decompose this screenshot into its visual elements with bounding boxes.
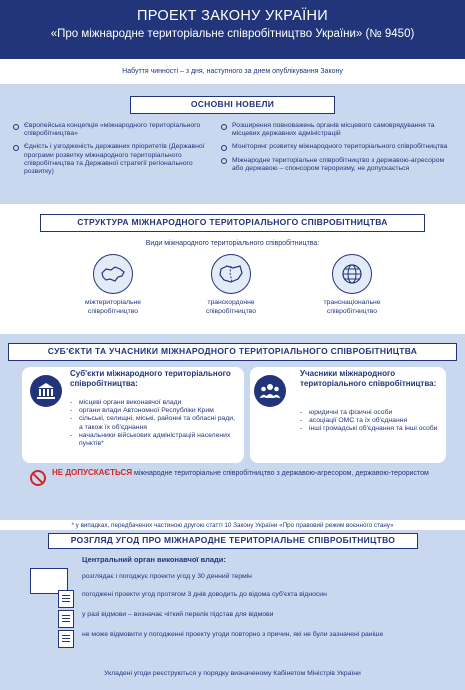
prohibited-icon: [30, 470, 46, 486]
participants-list: [300, 409, 440, 434]
list-item: - юридичні та фізичні особи: [300, 409, 440, 417]
subjects-card: [22, 367, 244, 463]
section-title-subjects: СУБ'ЄКТИ ТА УЧАСНИКИ МІЖНАРОДНОГО ТЕРИТОРІАЛЬНОГО СПІВРОБІТНИЦТВА: [8, 343, 457, 361]
type-crossborder: [176, 254, 286, 316]
participants-card: [250, 367, 446, 463]
agreements-section: [0, 530, 465, 690]
structure-section: [0, 204, 465, 334]
novelties-right-list: [220, 122, 450, 178]
subjects-title: Суб'єкти міжнародного територіального співробітництва:: [70, 369, 231, 388]
type-interterritorial: [58, 254, 168, 316]
agreement-rule-row: [30, 610, 430, 628]
list-item: Моніторинг розвитку міжнародного територіального співробітництва: [220, 143, 450, 151]
document-icon: [58, 630, 74, 648]
agreement-rule-row: [30, 630, 430, 648]
government-building-icon: [30, 375, 62, 407]
document-icon: [58, 590, 74, 608]
rule-text: не може відмовити у погодженні проекту угоди повторно з причин, які не були зазначені раніше: [82, 631, 384, 638]
list-item: Міжнародне територіальне співробітництво з державою-агресором або державою – спонсором тероризму, не допускається: [220, 157, 450, 173]
list-item: - сільські, селищні, міські, районні та обласні ради, а також їх об'єднання: [70, 415, 240, 431]
registration-note: Укладені угоди реєструються у порядку визначеному Кабінетом Міністрів України: [104, 670, 361, 677]
people-group-icon: [254, 375, 286, 407]
border-map-icon: [211, 254, 251, 294]
agreement-rule-row: [30, 590, 430, 608]
forbidden-word: НЕ ДОПУСКАЄТЬСЯ: [52, 468, 133, 477]
type-line2: співробітництво: [326, 307, 378, 315]
type-line2: співробітництво: [87, 307, 139, 315]
list-item: Єдність і узгодженість державних пріоритетів (Державної програми розвитку міжнародного територіального співробітництва та Державної стратегії регіонального розвитку): [12, 143, 217, 176]
type-line2: співробітництво: [205, 307, 257, 315]
participants-title: Учасники міжнародного територіального співробітництва:: [300, 369, 437, 388]
main-novelties-section: [0, 84, 465, 204]
effective-date-note: Набуття чинності – з дня, наступного за днем опублікування Закону: [0, 59, 465, 84]
types-label: Види міжнародного територіального співробітництва:: [145, 240, 320, 247]
subjects-list: [70, 399, 240, 448]
list-item: - асоціації ОМС та їх об'єднання: [300, 417, 440, 425]
header: [0, 0, 465, 59]
globe-icon: [332, 254, 372, 294]
subjects-section: [0, 334, 465, 520]
rule-text: у разі відмови – визначає чіткий перелік підстав для відмови: [82, 611, 274, 618]
type-transnational: [297, 254, 407, 316]
list-item: - місцеві органи виконавчої влади: [70, 399, 240, 407]
type-line1: міжтериторіальне: [84, 299, 142, 306]
footnote: * у випадках, передбачених частиною другою статті 10 Закону України «Про правовий режим воєнного стану»: [0, 520, 465, 530]
forbidden-note: [30, 468, 440, 478]
rule-text: погоджені проекти угод протягом 3 днів доводить до відома суб'єкта відносин: [82, 591, 327, 598]
rule-text: розглядає і погоджує проекти угод у 30 денний термін: [82, 573, 252, 580]
novelties-left-list: [12, 122, 217, 181]
section-title-novelties: ОСНОВНІ НОВЕЛИ: [130, 96, 335, 114]
list-item: Розширення повноважень органів місцевого самоврядування та місцевих державних адміністрацій: [220, 122, 450, 138]
list-item: Європейська концепція «міжнародного територіального співробітництва»: [12, 122, 217, 138]
type-line1: транскордонне: [207, 299, 255, 306]
forbidden-text: міжнародне територіальне співробітництво з державою-агресором, державою-терористом: [132, 470, 429, 477]
section-title-structure: СТРУКТУРА МІЖНАРОДНОГО ТЕРИТОРІАЛЬНОГО СПІВРОБІТНИЦТВА: [40, 214, 425, 232]
list-item: - інші громадські об'єднання та інші особи: [300, 425, 440, 433]
central-authority-label: Центральний орган виконавчої влади:: [82, 555, 226, 564]
section-title-agreements: РОЗГЛЯД УГОД ПРО МІЖНАРОДНЕ ТЕРИТОРІАЛЬНЕ СПІВРОБІТНИЦТВО: [48, 533, 418, 549]
ukraine-map-icon: [93, 254, 133, 294]
agreement-rule-row: [30, 572, 430, 590]
type-line1: транснаціональне: [323, 299, 381, 306]
list-item: - органи влади Автономної Республіки Крим: [70, 407, 240, 415]
document-icon: [58, 610, 74, 628]
page-title: ПРОЕКТ ЗАКОНУ УКРАЇНИ: [136, 8, 328, 24]
page-subtitle: «Про міжнародне територіальне співробітництво України» (№ 9450): [50, 28, 415, 40]
list-item: - начальники військових адміністрацій населених пунктів*: [70, 432, 240, 448]
